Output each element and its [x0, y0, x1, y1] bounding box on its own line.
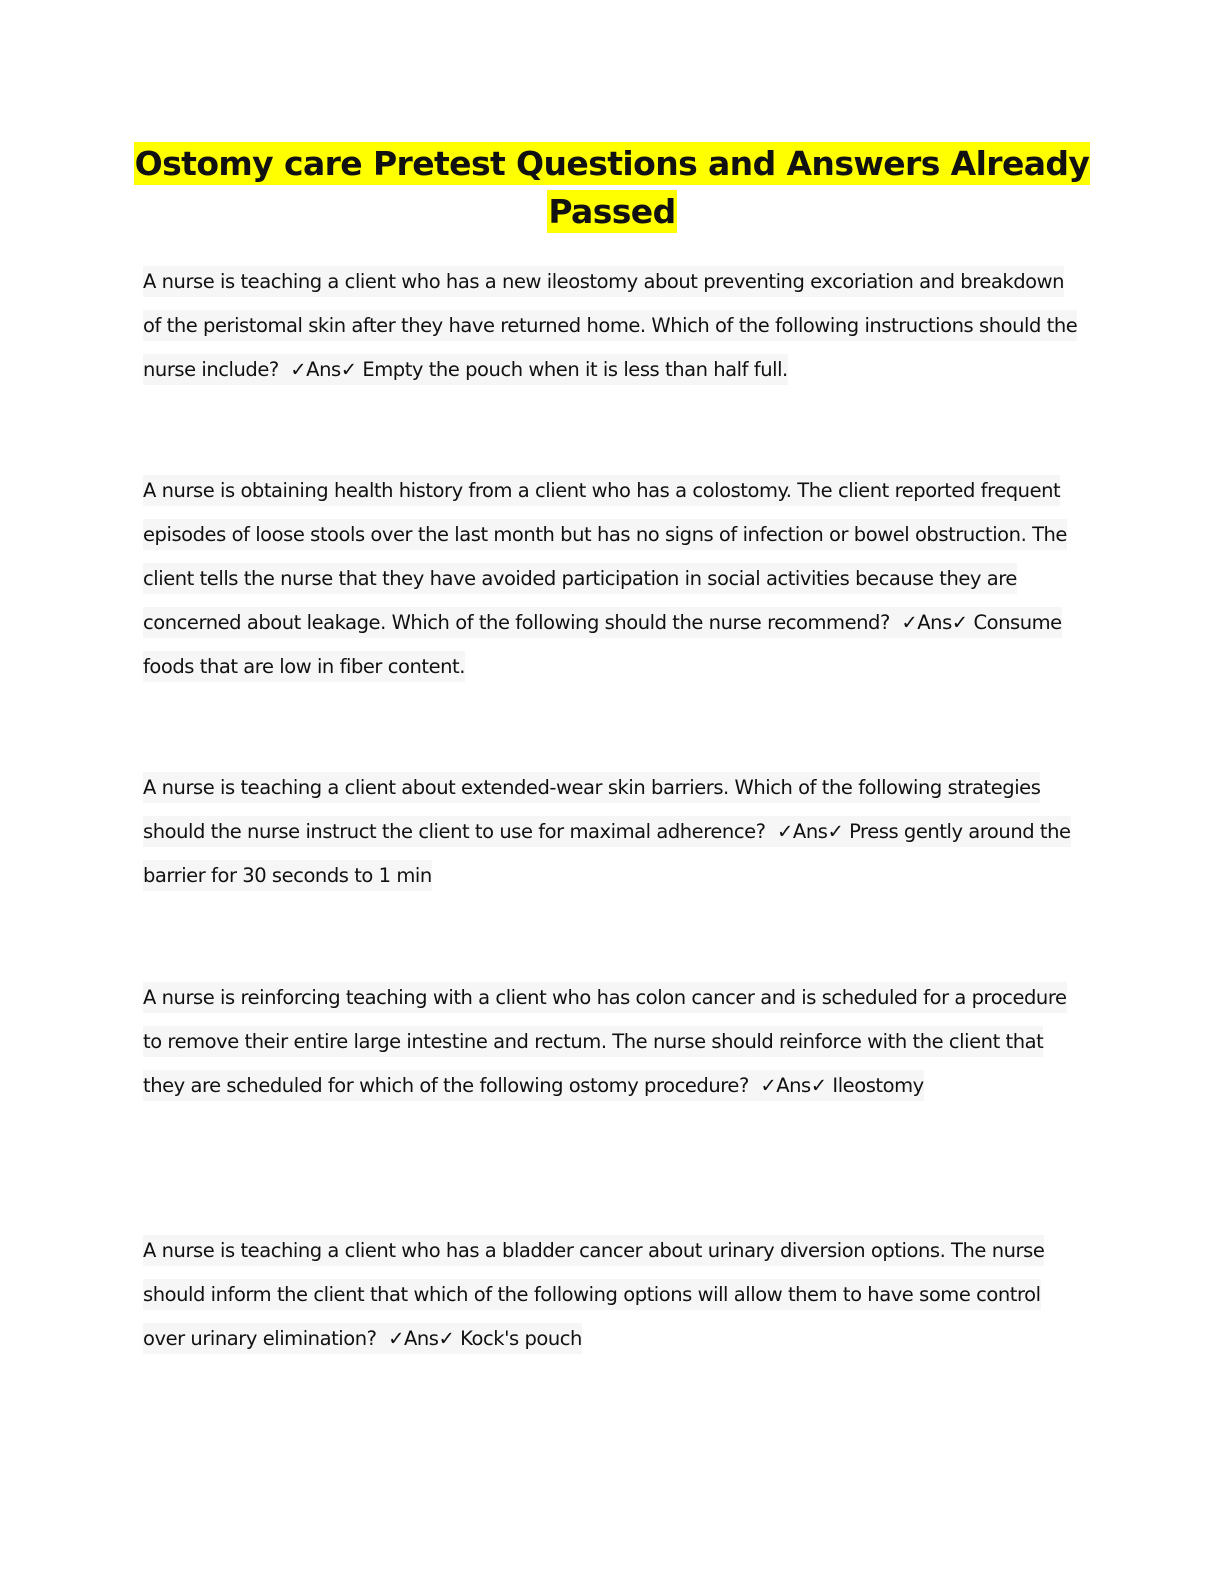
question-text: A nurse is obtaining health history from a client who has a colostomy. The client reported frequent episodes of loose stools over the last month but has no signs of infection or bowel obstruction. The client tells the nurse that they have avoided participation in social activities because they are concerned about leakage. Which of the following should the nurse recommend?: [143, 479, 1067, 634]
qa-item: [143, 260, 1083, 392]
question-text: A nurse is teaching a client about extended-wear skin barriers. Which of the following strategies should the nurse instruct the client to use for maximal adherence?: [143, 776, 1041, 843]
answer-text: Kock's pouch: [460, 1327, 582, 1350]
answer-text: Ileostomy: [832, 1074, 924, 1097]
qa-item: [143, 469, 1083, 689]
question-text: A nurse is reinforcing teaching with a client who has colon cancer and is scheduled for a procedure to remove their entire large intestine and rectum. The nurse should reinforce with the client that they are scheduled for which of the following ostomy procedure?: [143, 986, 1067, 1097]
answer-text: Press gently around the barrier for 30 seconds to 1 min: [143, 820, 1071, 887]
answer-marker: ✓Ans✓: [290, 358, 357, 381]
title-line-1: Ostomy care Pretest Questions and Answers Already: [134, 144, 1090, 183]
answer-marker: ✓Ans✓: [760, 1074, 827, 1097]
question-text: A nurse is teaching a client who has a new ileostomy about preventing excoriation and breakdown of the peristomal skin after they have returned home. Which of the following instructions should the nurse include?: [143, 270, 1078, 381]
answer-marker: ✓Ans✓: [901, 611, 968, 634]
answer-marker: ✓Ans✓: [777, 820, 844, 843]
answer-marker: ✓Ans✓: [388, 1327, 455, 1350]
title-line-2: Passed: [548, 192, 676, 231]
qa-item: [143, 766, 1083, 898]
document-title: [0, 140, 1224, 236]
question-text: A nurse is teaching a client who has a bladder cancer about urinary diversion options. The nurse should inform the client that which of the following options will allow them to have some control over urinary elimination?: [143, 1239, 1045, 1350]
qa-item: [143, 1229, 1083, 1361]
answer-text: Empty the pouch when it is less than half full.: [362, 358, 788, 381]
qa-item: [143, 976, 1083, 1108]
answer-text: Consume foods that are low in fiber content.: [143, 611, 1062, 678]
